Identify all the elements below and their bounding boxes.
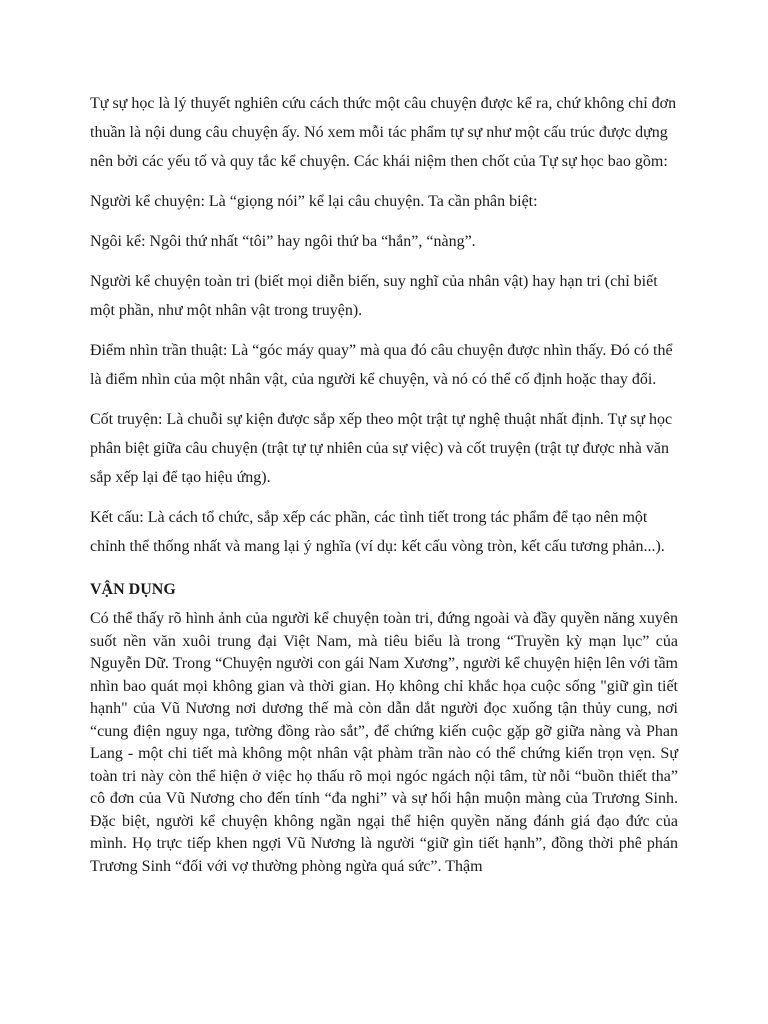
- application-paragraph: Có thể thấy rõ hình ảnh của người kể chuyện toàn tri, đứng ngoài và đầy quyền năng xuyên suốt nền văn xuôi trung đại Việt Nam, mà tiêu biểu là trong “Truyền kỳ mạn lục” của Nguyễn Dữ. Trong “Chuyện người con gái Nam Xương”, người kể chuyện hiện lên với tầm nhìn bao quát mọi không gian và thời gian. Họ không chỉ khắc họa cuộc sống "giữ gìn tiết hạnh" của Vũ Nương nơi dương thế mà còn dẫn dắt người đọc xuống tận thủy cung, nơi “cung điện nguy nga, tường đồng rào sắt”, để chứng kiến cuộc gặp gỡ giữa nàng và Phan Lang - một chi tiết mà không một nhân vật phàm trần nào có thể chứng kiến trọn vẹn. Sự toàn tri này còn thể hiện ở việc họ thấu rõ mọi ngóc ngách nội tâm, từ nỗi “buồn thiết tha” cô đơn của Vũ Nương cho đến tính “đa nghi” và sự hối hận muộn màng của Trương Sinh. Đặc biệt, người kể chuyện không ngần ngại thể hiện quyền năng đánh giá đạo đức của mình. Họ trực tiếp khen ngợi Vũ Nương là người “giữ gìn tiết hạnh”, đồng thời phê phán Trương Sinh “đối với vợ thường phòng ngừa quá sức”. Thậm: [90, 610, 678, 875]
- narrative-person-paragraph: Ngôi kể: Ngôi thứ nhất “tôi” hay ngôi thứ ba “hắn”, “nàng”.: [90, 233, 476, 250]
- omniscient-narrator-paragraph: Người kể chuyện toàn tri (biết mọi diễn biến, suy nghĩ của nhân vật) hay hạn tri (chỉ biết một phần, như một nhân vật trong truyện).: [90, 273, 658, 319]
- point-of-view-paragraph: Điểm nhìn trần thuật: Là “góc máy quay” mà qua đó câu chuyện được nhìn thấy. Đó có thể là điểm nhìn của một nhân vật, của người kể chuyện, và nó có thể cố định hoặc thay đổi.: [90, 342, 673, 388]
- narrator-paragraph: Người kể chuyện: Là “giọng nói” kể lại câu chuyện. Ta cần phân biệt:: [90, 193, 538, 210]
- plot-paragraph: Cốt truyện: Là chuỗi sự kiện được sắp xếp theo một trật tự nghệ thuật nhất định. Tự sự học phân biệt giữa câu chuyện (trật tự tự nhiên của sự việc) và cốt truyện (trật tự được nhà văn sắp xếp lại để tạo hiệu ứng).: [90, 411, 673, 486]
- intro-paragraph: Tự sự học là lý thuyết nghiên cứu cách thức một câu chuyện được kể ra, chứ không chỉ đơn thuần là nội dung câu chuyện ấy. Nó xem mỗi tác phẩm tự sự như một cấu trúc được dựng nên bởi các yếu tố và quy tắc kể chuyện. Các khái niệm then chốt của Tự sự học bao gồm:: [90, 95, 677, 170]
- structure-paragraph: Kết cấu: Là cách tổ chức, sắp xếp các phần, các tình tiết trong tác phẩm để tạo nên một chỉnh thể thống nhất và mang lại ý nghĩa (ví dụ: kết cấu vòng tròn, kết cấu tương phản...).: [90, 509, 665, 555]
- section-heading: VẬN DỤNG: [90, 581, 176, 598]
